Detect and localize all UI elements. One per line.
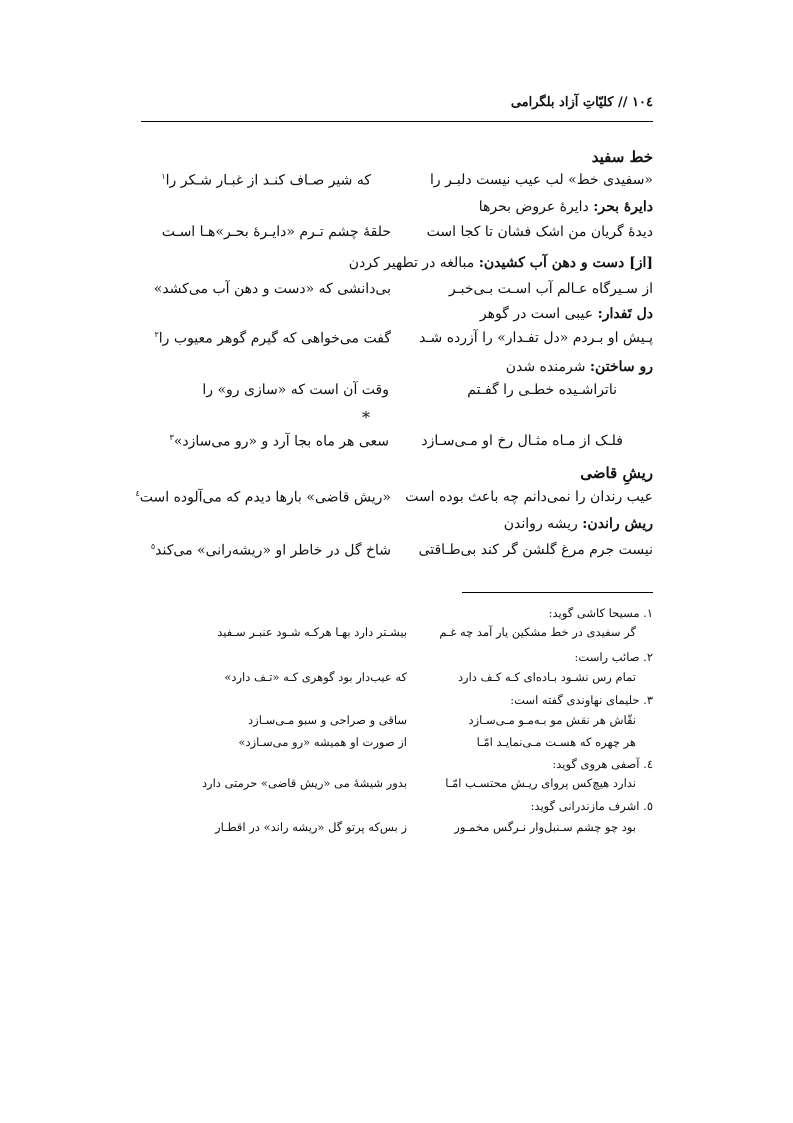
entry-rish-randan <box>140 516 653 532</box>
hemistich-first: تمام رس نشـود بـاده‌ای کـه کـف دارد <box>457 670 636 684</box>
footnote-ref[interactable]: ٤ <box>135 489 140 498</box>
hemistich-second: بدور شیشهٔ می «ریش قاضی» حرمتی دارد <box>201 776 407 790</box>
entry-term: دایرهٔ بحر: <box>593 199 653 215</box>
hemistich-second: بیشـتر دارد بهـا هرکـه شـود عنبـر سـفید <box>217 625 407 639</box>
footnote-rule <box>462 592 653 593</box>
entry-term: [از] دست و دهن آب کشیدن: <box>478 255 653 271</box>
hemistich-second: بی‌دانشی که «دست و دهن آب می‌کشد» <box>153 281 391 297</box>
entry-del-tafdar <box>140 306 653 322</box>
entry-dast-dahan <box>140 255 653 271</box>
hemistich-second: ز بس‌که پرتو گل «ریشه راند» در اقطـار <box>215 820 407 834</box>
verse-dast-dahan <box>140 281 653 303</box>
hemistich-first: گر سفیدی در خط مشکین یار آمد چه غـم <box>439 625 636 639</box>
hemistich-first: دیدهٔ گریان من اشک فشان تا کجا است <box>426 224 653 240</box>
verse-ru-sakhtan-2 <box>140 433 653 455</box>
entry-definition: عیبی است در گوهر <box>479 306 594 322</box>
hemistich-first: نقّاش هر نقش مو بـه‌مـو مـی‌سـازد <box>468 713 636 727</box>
hemistich-first: «سفیدی خط» لب عیب نیست دلبـر را <box>429 172 653 188</box>
hemistich-first: پـیش او بـردم «دل تفـدار» را آزرده شـد <box>419 330 653 346</box>
footnote-ref[interactable]: ٢ <box>154 330 159 339</box>
entry-term: رو ساختن: <box>589 359 653 375</box>
hemistich-first: بود چو چشم سـنبل‌وار نـرگس مخمـور <box>454 820 636 834</box>
entry-term: دل تَفدار: <box>597 306 653 322</box>
section-star: * <box>362 408 370 427</box>
entry-definition: مبالغه در تطهیر کردن <box>348 255 475 271</box>
entry-definition: ریشه رواندن <box>503 516 578 532</box>
hemistich-first: از سـیرگاه عـالم آب اسـت بـی‌خبـر <box>448 281 653 297</box>
entry-definition: شرمنده شدن <box>505 359 586 375</box>
entry-ru-sakhtan <box>140 359 653 375</box>
hemistich-second: شاخ گل در خاطر او «ریشه‌رانی» می‌کند$^٥$ <box>150 542 391 559</box>
hemistich-second: که عیب‌دار بود گوهری کـه «تـف دارد» <box>224 670 407 684</box>
entry-definition: دایرهٔ عروض بحرها <box>478 199 589 215</box>
verse-del-tafdar <box>140 330 653 352</box>
hemistich-second: وقت آن است که «سازی رو» را <box>202 382 389 398</box>
verse-dayere-bahr <box>140 224 653 246</box>
entry-title-khat-sefid: خط سفید <box>591 148 653 166</box>
footnote-ref[interactable]: ١ <box>161 172 166 181</box>
verse-ru-sakhtan-1 <box>140 382 653 404</box>
hemistich-second: که شیر صـاف کنـد از غبـار شـکر را$^١$ <box>161 172 371 189</box>
hemistich-second: «ریش قاضی» بارها دیدم که می‌آلوده است$^٤$ <box>135 489 391 506</box>
verse-khat-sefid <box>140 172 653 194</box>
hemistich-first: ناتراشـیده خطـی را گفـتم <box>467 382 617 398</box>
footnote-ref[interactable]: ٥ <box>150 542 156 551</box>
verse-rish-qazi <box>135 489 653 511</box>
hemistich-first: ندارد هیچ‌کس پروای ریـش محتسـب امّـا <box>445 776 636 790</box>
hemistich-second: از صورت او همیشه «رو می‌سـازد» <box>238 735 407 749</box>
entry-title-rish-qazi: ریشِ قاضی <box>580 464 653 482</box>
hemistich-second: گفت می‌خواهی که گیرم گوهر معیوب را$^٢$ <box>154 330 391 347</box>
hemistich-first: عیب رندان را نمی‌دانم چه باعث بوده است <box>405 489 653 505</box>
footnote-ref[interactable]: ٣ <box>169 433 174 442</box>
entry-term: ریش راندن: <box>582 516 653 532</box>
hemistich-second: حلقهٔ چشم تـرم «دایـرهٔ بحـر»هـا اسـت <box>161 224 391 240</box>
hemistich-first: نیست جرم مرغ گلشن گر کند بی‌طـاقتی <box>418 542 653 558</box>
hemistich-first: فلـک از مـاه مثـال رخ او مـی‌سـازد <box>421 433 623 449</box>
hemistich-second: سعی هر ماه بجا آرد و «رو می‌سازد»$^٣$ <box>169 433 389 450</box>
running-header: ١٠٤ // کلیّاتِ آزاد بلگرامی <box>510 95 653 110</box>
hemistich-second: ساقی و صراحی و سبو مـی‌سـازد <box>248 713 407 727</box>
verse-rish-randan <box>140 542 653 564</box>
entry-dayere-bahr <box>140 199 653 215</box>
book-page: ١٠٤ // کلیّاتِ آزاد بلگرامی خط سفید «سفیدی خط» لب عیب نیست دلبـر را که شیر صـاف کنـد از غبـار شـکر را$^١$ دایرهٔ بحر: دایرهٔ عروض بحرها دیدهٔ گریان من اشک فشان تا کجا است حلقهٔ چشم تـرم «دایـرهٔ بحـر»هـا اسـت [از] دست و دهن آب کشیدن: مبالغه در تطهیر کردن از سـیرگاه عـالم آب اسـت بـی‌خبـر بی‌دانشی که «دست و دهن آب می‌کشد» دل تَفدار: عیبی است در گوهر پـیش او بـردم «دل تفـدار» را آزرده شـد گفت می‌خواهی که گیرم گوهر معیوب را$^٢$ رو ساختن: شرمنده شدن ناتراشـیده خطـی را گفـتم وقت آن است که «سازی رو» را * فلـک از مـاه مثـال رخ او مـی‌سـازد سعی هر ماه بجا آرد و «رو می‌سازد»$^٣$ ریشِ قاضی عیب رندان را نمی‌دانم چه باعث بوده است «ریش قاضی» بارها دیدم که می‌آلوده است$^٤$ ریش راندن: ریشه رواندن نیست جرم مرغ گلشن گر کند بی‌طـاقتی شاخ گل در خاطر او «ریشه‌رانی» می‌کند$^٥$ ١. مسیحا کاشی گوید: گر سفیدی در خط مشکین یار آمد چه غـم بیشـتر دارد بهـا هرکـه شـود عنبـر سـفید ٢. صائب راست: تمام رس نشـود بـاده‌ای کـه کـف دارد که عیب‌دار بود گوهری کـه «تـف دارد» ٣. حلیمای نهاوندی گفته است: نقّاش هر نقش مو بـه‌مـو مـی‌سـازد ساقی و صراحی و سبو مـی‌سـازد هر چهره که هسـت مـی‌نمایـد امّـا از صورت او همیشه «رو می‌سـازد» ٤. آصفی هروی گوید: ندارد هیچ‌کس پروای ریـش محتسـب امّـا بدور شیشهٔ می «ریش قاضی» حرمتی دارد ٥. اشرف مازندرانی گوید: بود چو چشم سـنبل‌وار نـرگس مخمـور ز بس‌که پرتو گل «ریشه راند» در اقطـار <box>135 95 653 834</box>
hemistich-first: هر چهره که هسـت مـی‌نمایـد امّـا <box>476 735 636 749</box>
header-rule <box>141 121 653 122</box>
